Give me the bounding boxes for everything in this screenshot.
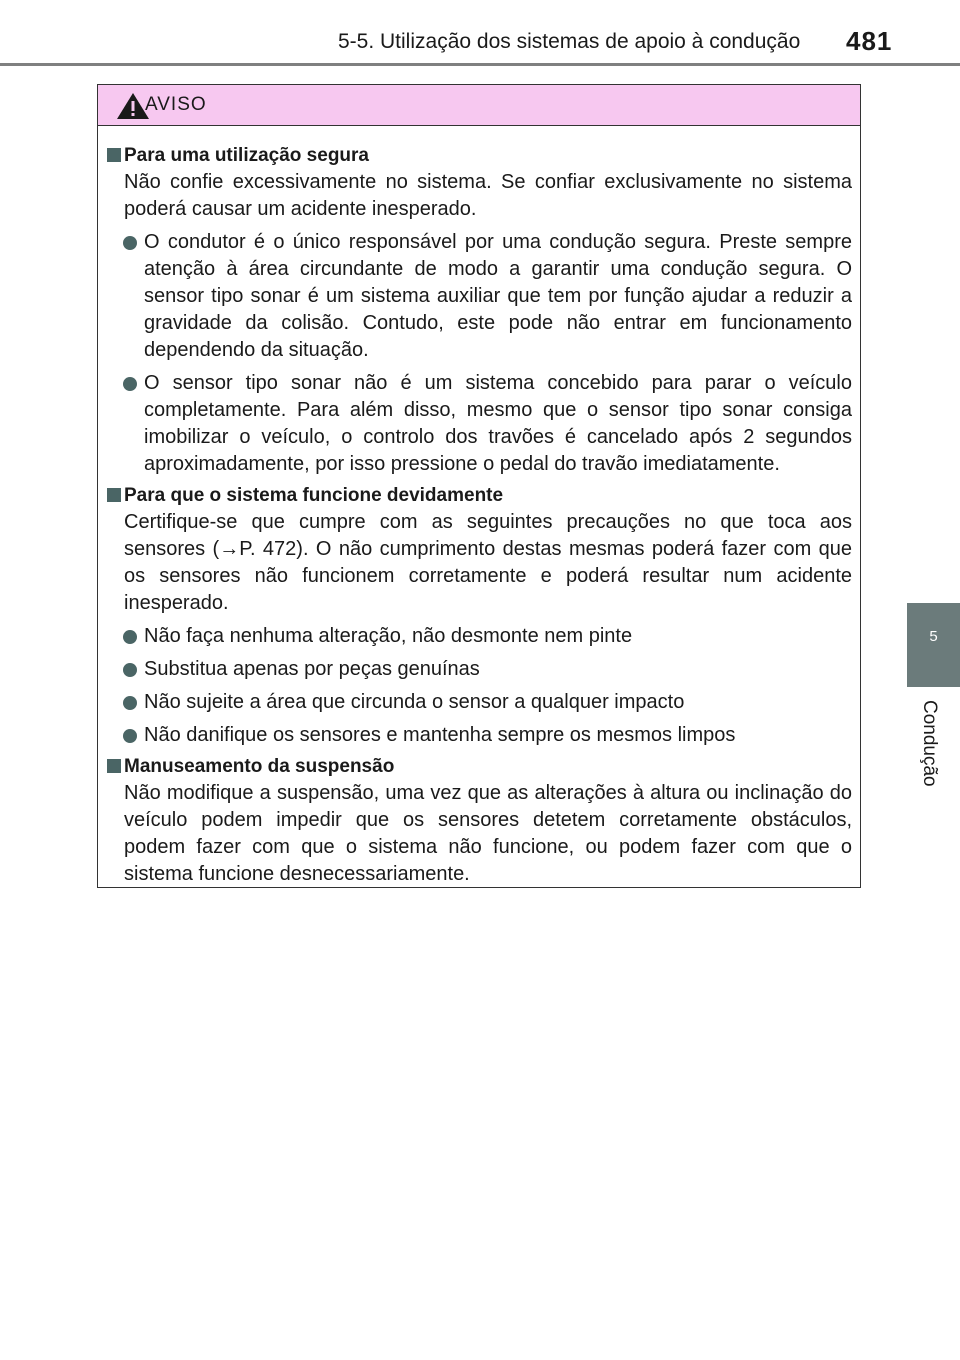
chapter-tab-number: 5	[929, 628, 938, 645]
chapter-tab-label: Condução	[919, 700, 940, 787]
list-item: Não faça nenhuma alteração, não desmonte nem pinte	[98, 623, 860, 650]
warning-header	[98, 85, 860, 126]
section-suspension	[98, 753, 860, 888]
chapter-tab[interactable]	[907, 603, 960, 687]
section-paragraph: Não confie excessivamente no sistema. Se confiar exclusivamente no sistema poderá causar um acidente inesperado.	[124, 171, 852, 220]
square-bullet-icon	[107, 148, 121, 162]
section-title: Para uma utilização segura	[98, 142, 860, 169]
section-title: Para que o sistema funcione devidamente	[98, 482, 860, 509]
square-bullet-icon	[107, 488, 121, 502]
round-bullet-icon	[123, 696, 137, 710]
warning-content	[98, 142, 860, 892]
section-paragraph: Certifique-se que cumpre com as seguintes precauções no que toca aos sensores (→P. 472). O não cumprimento destas mesmas poderá fazer com que os sensores não funcionem corretamente e poderá resultar num acidente inesperado.	[124, 511, 852, 614]
section-title: Manuseamento da suspensão	[98, 753, 860, 780]
list-item: Substitua apenas por peças genuínas	[98, 656, 860, 683]
list-item: Não danifique os sensores e mantenha sempre os mesmos limpos	[98, 722, 860, 749]
warning-label: AVISO	[145, 94, 207, 115]
page-number: 481	[846, 26, 893, 56]
round-bullet-icon	[123, 630, 137, 644]
warning-box	[97, 84, 861, 888]
list-item: O condutor é o único responsável por uma condução segura. Preste sempre atenção à área circundante de modo a garantir uma condução segura. O sensor tipo sonar é um sistema auxiliar que tem por função ajudar a reduzir a gravidade da colisão. Contudo, este pode não entrar em funcionamento dependendo da situação.	[98, 229, 860, 364]
square-bullet-icon	[107, 759, 121, 773]
round-bullet-icon	[123, 729, 137, 743]
round-bullet-icon	[123, 663, 137, 677]
round-bullet-icon	[123, 236, 137, 250]
section-proper-function	[98, 482, 860, 749]
list-item: O sensor tipo sonar não é um sistema concebido para parar o veículo completamente. Para além disso, mesmo que o sensor tipo sonar consiga imobilizar o veículo, o controlo dos travões é cancelado após 2 segundos aproximadamente, por isso pressione o pedal do travão imediatamente.	[98, 370, 860, 478]
section-paragraph: Não modifique a suspensão, uma vez que as alterações à altura ou inclinação do veículo podem impedir que os sensores detetem corretamente obstáculos, podem fazer com que o sistema não funcione, ou podem fazer com que o sistema funcione desnecessariamente.	[124, 782, 852, 885]
page-title: 5-5. Utilização dos sistemas de apoio à condução	[338, 30, 801, 53]
list-item: Não sujeite a área que circunda o sensor a qualquer impacto	[98, 689, 860, 716]
section-safe-use	[98, 142, 860, 478]
round-bullet-icon	[123, 377, 137, 391]
header-rule	[0, 63, 960, 66]
